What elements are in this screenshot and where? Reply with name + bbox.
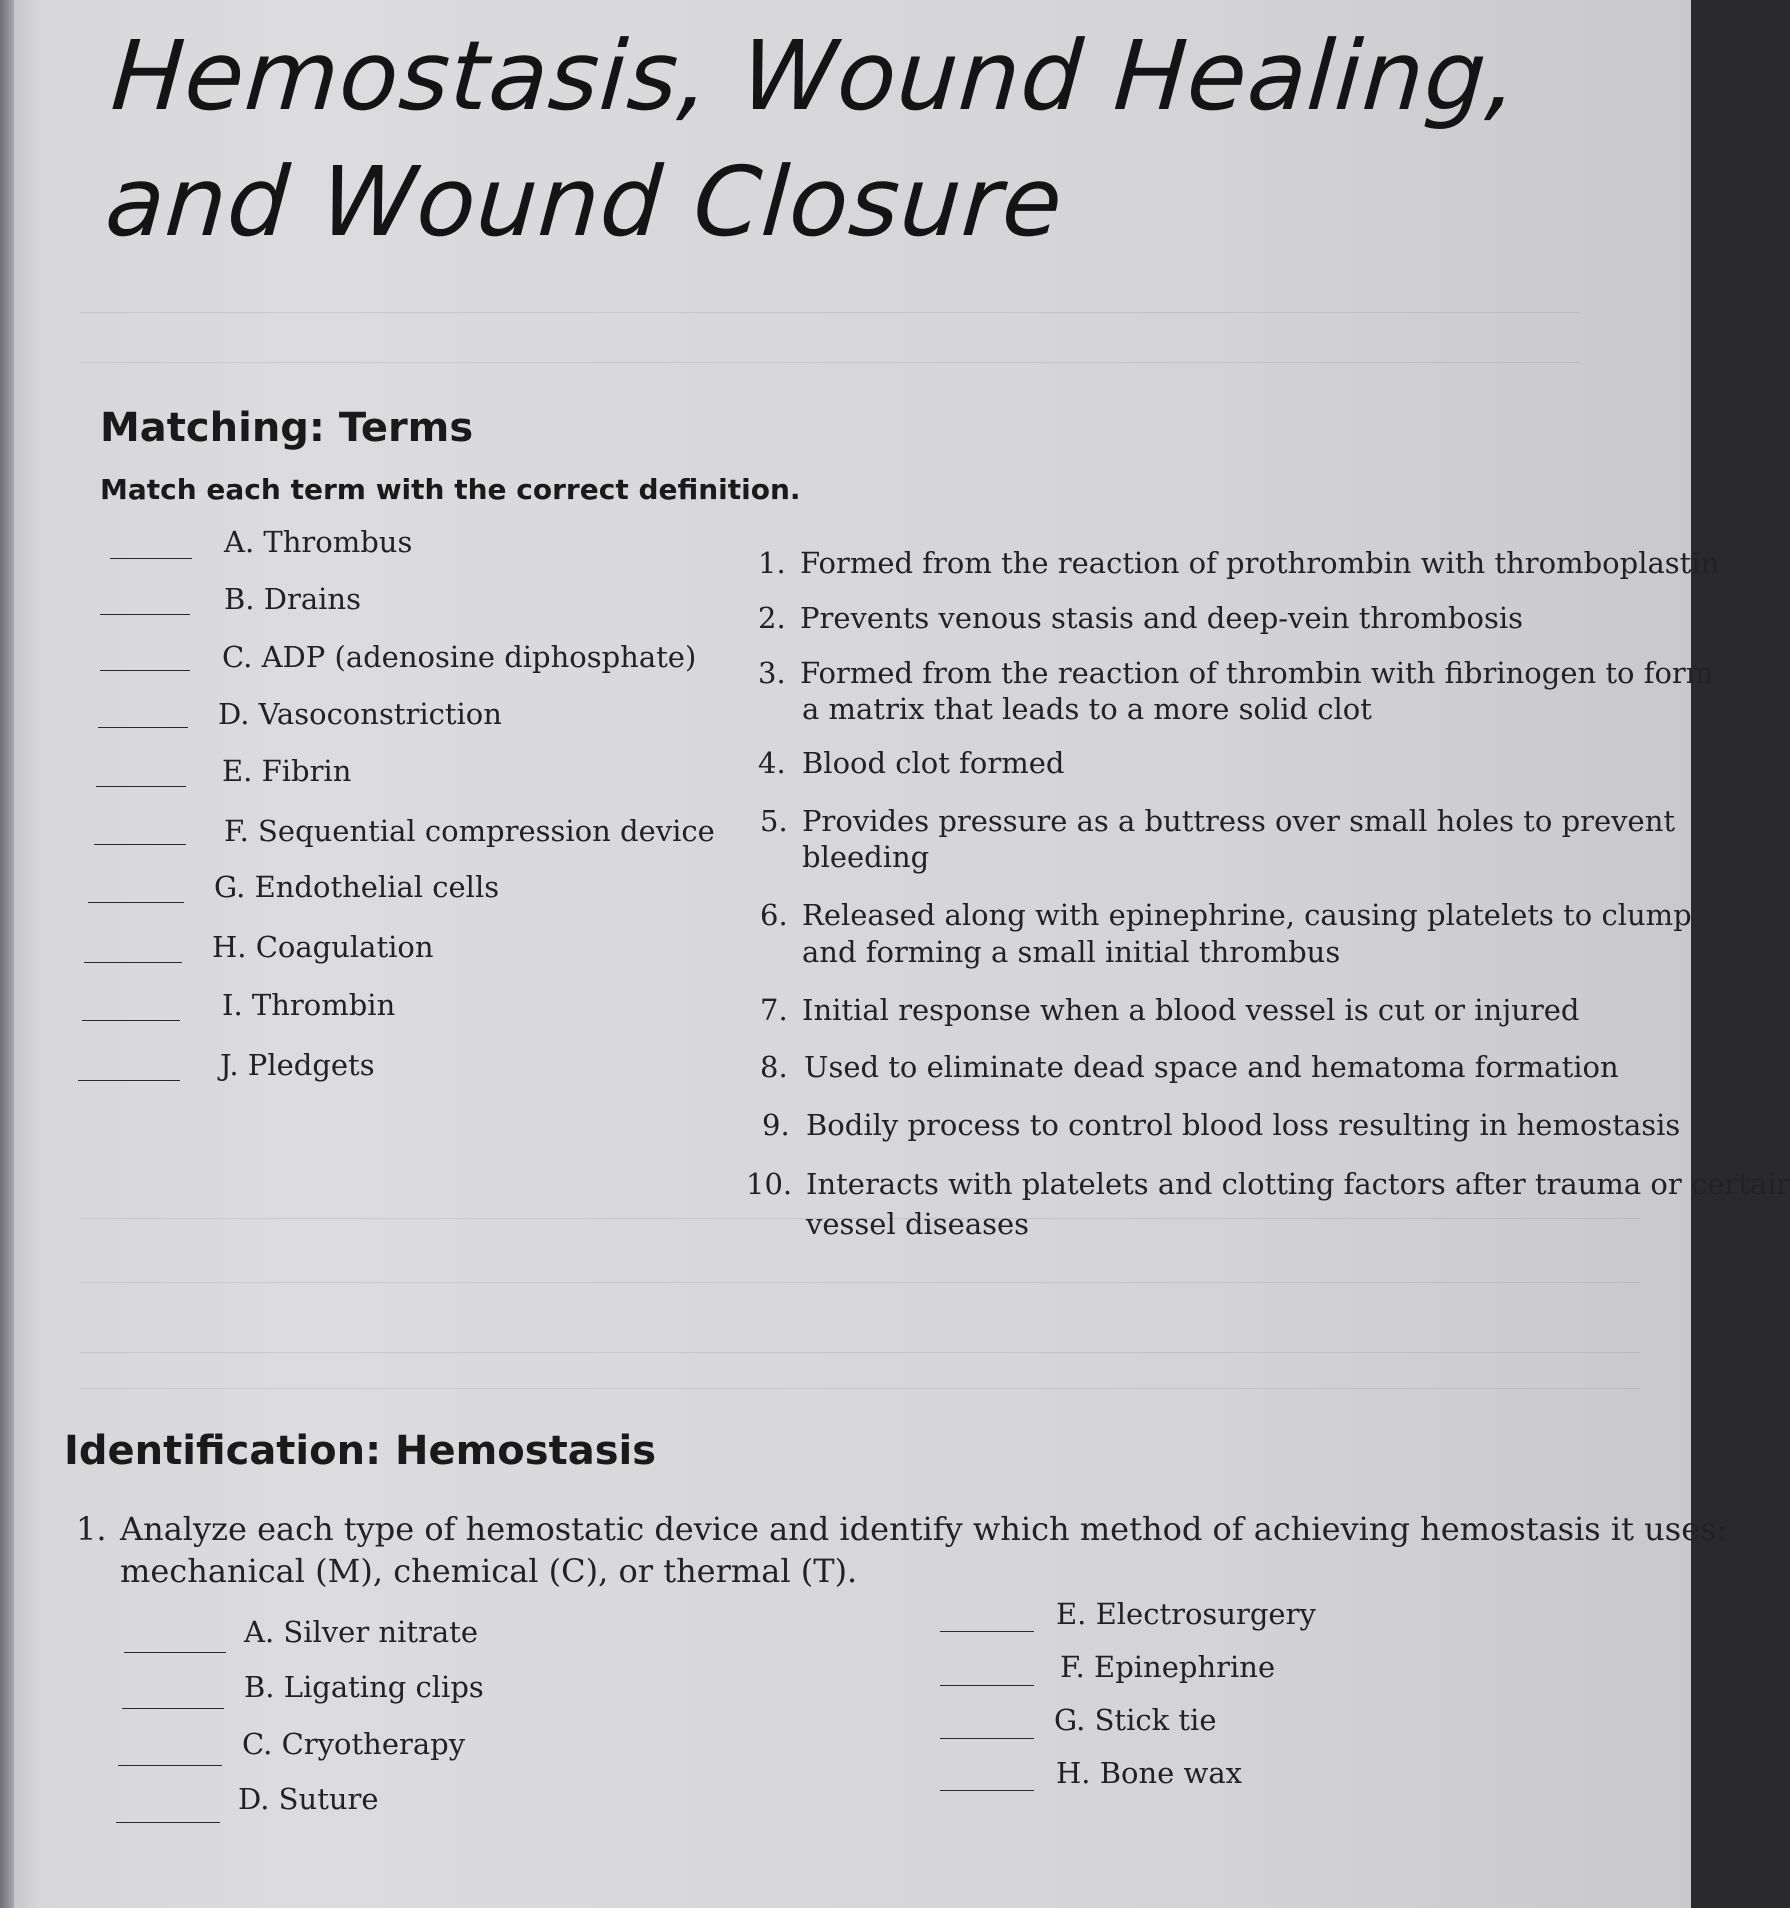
definition-number: 9. bbox=[762, 1108, 790, 1142]
answer-blank-suture[interactable] bbox=[116, 1822, 220, 1823]
term-item: E. Fibrin bbox=[222, 754, 352, 788]
answer-blank-stick-tie[interactable] bbox=[940, 1738, 1034, 1739]
term-item: J. Pledgets bbox=[220, 1048, 375, 1082]
term-item: A. Thrombus bbox=[224, 525, 413, 559]
answer-blank-g[interactable] bbox=[88, 902, 184, 903]
definition-text: Prevents venous stasis and deep-vein thrombosis bbox=[800, 601, 1523, 635]
definition-text: Bodily process to control blood loss resulting in hemostasis bbox=[806, 1108, 1681, 1142]
bleed-line bbox=[80, 1388, 1640, 1389]
device-item: E. Electrosurgery bbox=[1056, 1597, 1316, 1631]
page-edge-shadow bbox=[0, 0, 14, 1908]
bleed-line bbox=[80, 362, 1580, 363]
answer-blank-a[interactable] bbox=[110, 558, 192, 559]
term-item: H. Coagulation bbox=[212, 930, 434, 964]
answer-blank-bone-wax[interactable] bbox=[940, 1790, 1034, 1791]
definition-text: Used to eliminate dead space and hematoma formation bbox=[804, 1050, 1619, 1084]
definition-text: vessel diseases bbox=[806, 1207, 1030, 1241]
definition-number: 7. bbox=[760, 993, 788, 1027]
definition-text: Initial response when a blood vessel is cut or injured bbox=[802, 993, 1580, 1027]
term-item: F. Sequential compression device bbox=[224, 814, 715, 848]
device-item: C. Cryotherapy bbox=[242, 1727, 466, 1761]
answer-blank-cryotherapy[interactable] bbox=[118, 1765, 222, 1766]
term-item: D. Vasoconstriction bbox=[218, 697, 502, 731]
definition-text: Formed from the reaction of prothrombin with thromboplastin bbox=[800, 546, 1720, 580]
definition-number: 5. bbox=[760, 804, 788, 838]
bleed-line bbox=[80, 1282, 1640, 1283]
answer-blank-d[interactable] bbox=[98, 727, 188, 728]
answer-blank-epinephrine[interactable] bbox=[940, 1685, 1034, 1686]
term-item: B. Drains bbox=[224, 582, 361, 616]
definition-number: 1. bbox=[758, 546, 786, 580]
answer-blank-f[interactable] bbox=[94, 844, 186, 845]
definition-number: 4. bbox=[758, 746, 786, 780]
definition-text: Formed from the reaction of thrombin with fibrinogen to form bbox=[800, 656, 1714, 690]
answer-blank-ligating-clips[interactable] bbox=[122, 1708, 224, 1709]
definition-number: 2. bbox=[758, 601, 786, 635]
definition-text: Interacts with platelets and clotting factors after trauma or certair bbox=[806, 1167, 1790, 1201]
definition-text: bleeding bbox=[802, 840, 930, 874]
device-item: A. Silver nitrate bbox=[244, 1615, 478, 1649]
definition-number: 3. bbox=[758, 656, 786, 690]
answer-blank-silver-nitrate[interactable] bbox=[124, 1652, 226, 1653]
device-item: F. Epinephrine bbox=[1060, 1650, 1276, 1684]
term-item: G. Endothelial cells bbox=[214, 870, 500, 904]
question-number: 1. bbox=[76, 1510, 107, 1548]
definition-text: Provides pressure as a buttress over small holes to prevent bbox=[802, 804, 1676, 838]
answer-blank-h[interactable] bbox=[84, 962, 182, 963]
definition-number: 8. bbox=[760, 1050, 788, 1084]
definition-number: 10. bbox=[746, 1167, 793, 1201]
page-title-line2: and Wound Closure bbox=[102, 146, 1067, 258]
bleed-line bbox=[80, 1352, 1640, 1353]
answer-blank-c[interactable] bbox=[100, 670, 190, 671]
device-item: H. Bone wax bbox=[1056, 1756, 1243, 1790]
question-text: Analyze each type of hemostatic device and identify which method of achieving hemostasis it uses: bbox=[120, 1510, 1728, 1548]
page-title-line1: Hemostasis, Wound Healing, bbox=[108, 20, 1523, 132]
device-item: G. Stick tie bbox=[1054, 1703, 1217, 1737]
matching-instruction: Match each term with the correct definition. bbox=[100, 473, 801, 506]
answer-blank-e[interactable] bbox=[96, 786, 186, 787]
question-text: mechanical (M), chemical (C), or thermal (T). bbox=[120, 1552, 858, 1590]
definition-text: a matrix that leads to a more solid clot bbox=[802, 692, 1372, 726]
identification-heading: Identification: Hemostasis bbox=[64, 1428, 657, 1474]
answer-blank-j[interactable] bbox=[78, 1080, 180, 1081]
device-item: D. Suture bbox=[238, 1782, 379, 1816]
term-item: C. ADP (adenosine diphosphate) bbox=[222, 640, 697, 674]
definition-text: Blood clot formed bbox=[802, 746, 1065, 780]
answer-blank-electrosurgery[interactable] bbox=[940, 1631, 1034, 1632]
definition-text: and forming a small initial thrombus bbox=[802, 935, 1341, 969]
bleed-line bbox=[80, 312, 1580, 313]
term-item: I. Thrombin bbox=[222, 988, 396, 1022]
device-item: B. Ligating clips bbox=[244, 1670, 484, 1704]
answer-blank-i[interactable] bbox=[82, 1020, 180, 1021]
definition-text: Released along with epinephrine, causing platelets to clump bbox=[802, 898, 1692, 932]
answer-blank-b[interactable] bbox=[100, 614, 190, 615]
definition-number: 6. bbox=[760, 898, 788, 932]
matching-heading: Matching: Terms bbox=[100, 405, 474, 451]
